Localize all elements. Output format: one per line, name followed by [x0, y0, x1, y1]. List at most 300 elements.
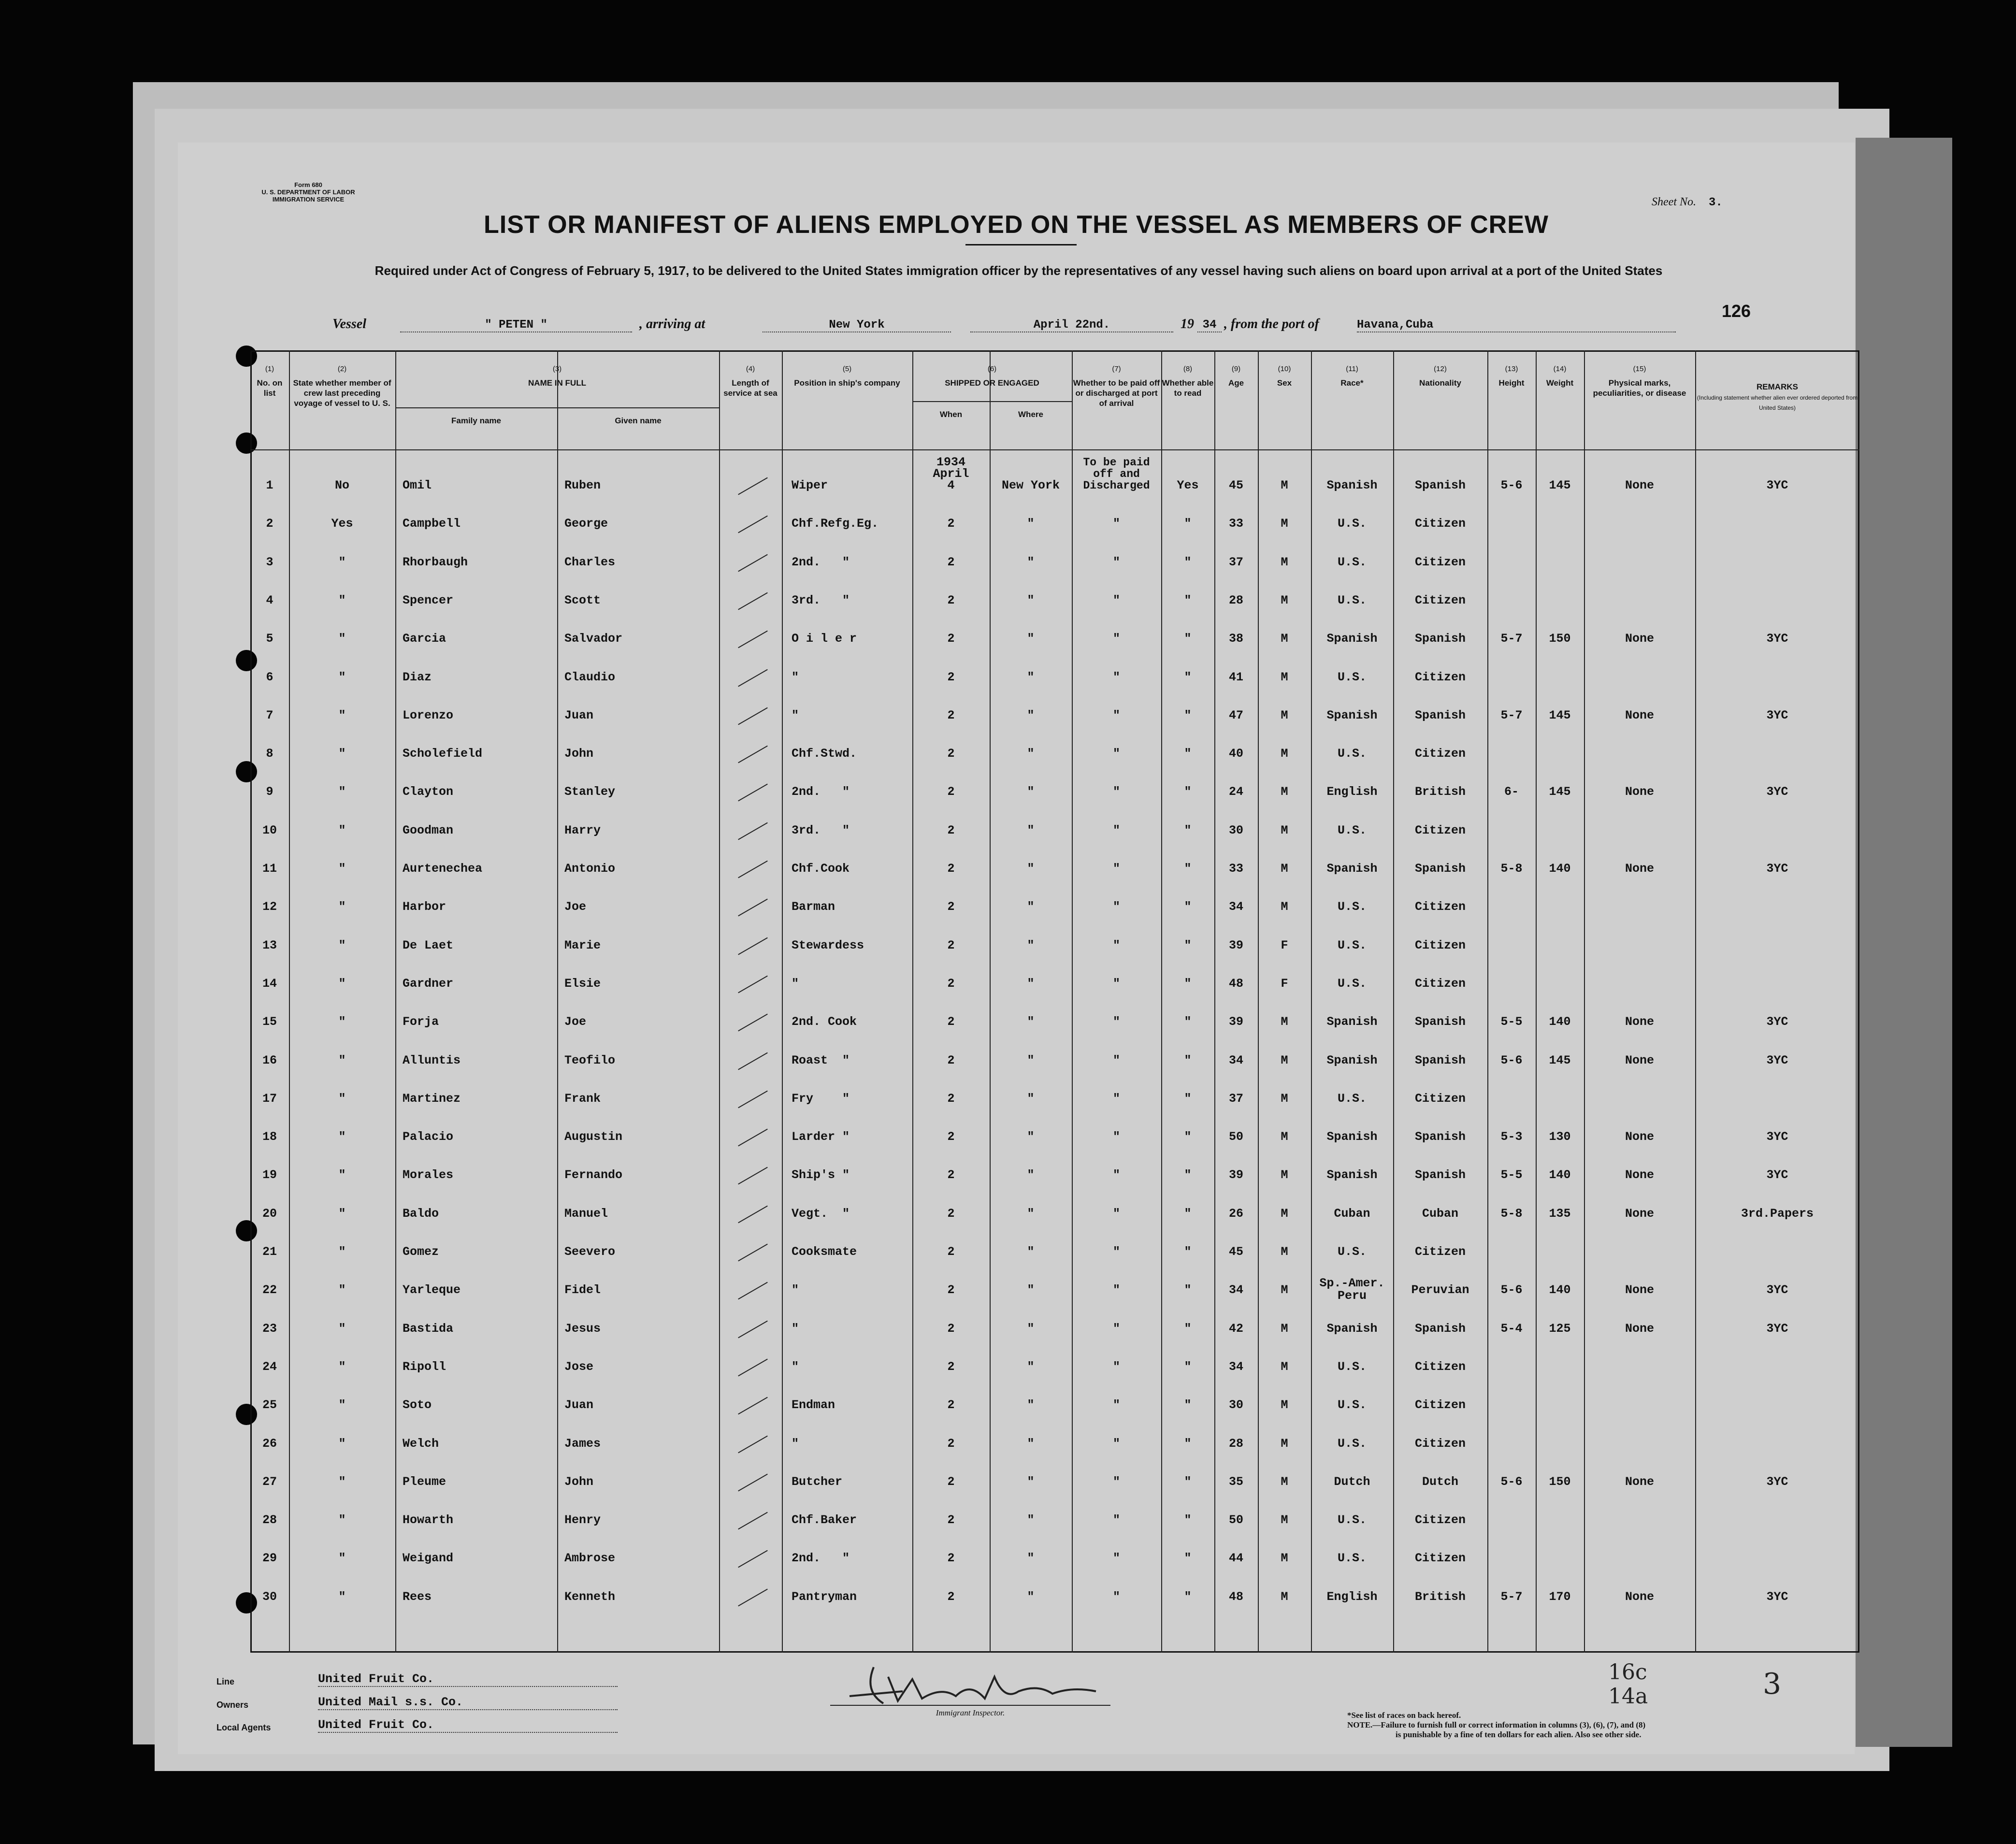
row-number: 18 [262, 1130, 277, 1144]
remarks: 3YC [1766, 1015, 1788, 1029]
height: 5-7 [1500, 1589, 1523, 1604]
shipped-when: 2 [947, 938, 955, 952]
column-rule [1487, 350, 1488, 1653]
sex: M [1281, 593, 1288, 607]
crew-table [250, 350, 1859, 1653]
row-number: 7 [266, 708, 274, 722]
column-rule [1393, 350, 1394, 1653]
signature-line [830, 1705, 1110, 1706]
age: 48 [1228, 1589, 1243, 1604]
shipped-where: " [1027, 1130, 1035, 1144]
shipped-where: " [1027, 785, 1035, 799]
header-rule [250, 449, 1859, 450]
handwritten-mark: 14a [1608, 1684, 1648, 1709]
position: " [792, 670, 799, 684]
shipped-where: " [1027, 555, 1035, 569]
sex: M [1281, 1513, 1288, 1527]
able-to-read: " [1184, 1206, 1192, 1221]
able-to-read: " [1184, 1513, 1192, 1527]
given-name: Charles [564, 555, 616, 569]
able-to-read: " [1184, 1321, 1192, 1336]
position: " [792, 1283, 799, 1297]
nationality: Citizen [1414, 593, 1466, 607]
shipped-when: 2 [947, 1436, 955, 1451]
family-name: Yarleque [403, 1283, 461, 1297]
col-header-race: (11) Race* [1340, 365, 1364, 388]
race: U.S. [1337, 1436, 1367, 1451]
paid-off: " [1112, 1551, 1120, 1566]
family-name: Garcia [403, 632, 446, 646]
physical-marks: None [1625, 1015, 1654, 1029]
position: Chf.Stwd. [792, 747, 857, 761]
previous-voyage: " [338, 1053, 346, 1067]
age: 50 [1228, 1513, 1243, 1527]
shipped-where: " [1027, 747, 1035, 761]
position: 2nd. " [792, 785, 850, 799]
physical-marks: None [1625, 1053, 1654, 1067]
position: " [792, 708, 799, 722]
remarks: 3YC [1766, 632, 1788, 646]
able-to-read: " [1184, 1053, 1192, 1067]
race: Cuban [1334, 1206, 1370, 1221]
paid-off: " [1112, 632, 1120, 646]
age: 37 [1228, 555, 1243, 569]
paid-off: " [1112, 1474, 1120, 1489]
position: Ship's " [792, 1168, 850, 1182]
able-to-read: " [1184, 1091, 1192, 1106]
race: Spanish [1326, 632, 1378, 646]
nationality: Citizen [1414, 1398, 1466, 1412]
sex: M [1281, 785, 1288, 799]
family-name: Omil [403, 478, 432, 492]
family-name: Weigand [403, 1551, 454, 1566]
row-number: 11 [262, 862, 277, 876]
age: 24 [1228, 785, 1243, 799]
weight: 140 [1549, 1283, 1571, 1297]
manifest-page [178, 143, 1858, 1754]
sex: M [1281, 1053, 1288, 1067]
given-name: Fidel [564, 1283, 601, 1297]
age: 48 [1228, 976, 1243, 991]
service: IMMIGRATION SERVICE [272, 196, 345, 203]
previous-voyage: " [338, 938, 346, 952]
column-rule [395, 350, 396, 1653]
sex: M [1281, 670, 1288, 684]
nationality: Spanish [1414, 632, 1466, 646]
age: 40 [1228, 747, 1243, 761]
row-number: 19 [262, 1168, 277, 1182]
age: 37 [1228, 1091, 1243, 1106]
race: English [1326, 785, 1378, 799]
family-name: Welch [403, 1436, 439, 1451]
height: 5-8 [1500, 1206, 1523, 1221]
column-rule [1311, 350, 1312, 1653]
nationality: Citizen [1414, 1091, 1466, 1106]
shipped-when: 2 [947, 976, 955, 991]
weight: 135 [1549, 1206, 1571, 1221]
row-number: 30 [262, 1589, 277, 1604]
remarks: 3YC [1766, 1321, 1788, 1336]
nationality: Citizen [1414, 900, 1466, 914]
given-name: Frank [564, 1091, 601, 1106]
family-name: Rhorbaugh [403, 555, 468, 569]
paid-off: " [1112, 1168, 1120, 1182]
nationality: Spanish [1414, 862, 1466, 876]
race: U.S. [1337, 670, 1367, 684]
physical-marks: None [1625, 1321, 1654, 1336]
given-name: Manuel [564, 1206, 608, 1221]
paid-off: " [1112, 593, 1120, 607]
subheader-rule [395, 407, 719, 408]
physical-marks: None [1625, 708, 1654, 722]
row-number: 23 [262, 1321, 277, 1336]
sex: M [1281, 1551, 1288, 1566]
nationality: Dutch [1422, 1474, 1458, 1489]
paid-off: " [1112, 1206, 1120, 1221]
remarks: 3YC [1766, 1053, 1788, 1067]
race: U.S. [1337, 900, 1367, 914]
nationality: Citizen [1414, 747, 1466, 761]
weight: 145 [1549, 478, 1571, 492]
height: 5-5 [1500, 1015, 1523, 1029]
col-header-family-name: Family name [451, 416, 501, 425]
shipped-where: " [1027, 862, 1035, 876]
shipped-where: " [1027, 1206, 1035, 1221]
owners-value: United Mail s.s. Co. [318, 1695, 618, 1710]
weight: 125 [1549, 1321, 1571, 1336]
shipped-when: 2 [947, 555, 955, 569]
sex: M [1281, 1168, 1288, 1182]
age: 35 [1228, 1474, 1243, 1489]
sex: M [1281, 1359, 1288, 1374]
arrival-port: New York [763, 318, 951, 332]
paid-off: " [1112, 1053, 1120, 1067]
sex: M [1281, 632, 1288, 646]
family-name: Spencer [403, 593, 454, 607]
age: 30 [1228, 823, 1243, 837]
sex: F [1281, 938, 1288, 952]
given-name: Juan [564, 1398, 594, 1412]
family-name: Alluntis [403, 1053, 461, 1067]
position: O i l e r [792, 632, 857, 646]
age: 45 [1228, 1245, 1243, 1259]
row-number: 27 [262, 1474, 277, 1489]
weight: 170 [1549, 1589, 1571, 1604]
paid-off: " [1112, 785, 1120, 799]
position: Endman [792, 1398, 835, 1412]
able-to-read: " [1184, 1245, 1192, 1259]
family-name: Howarth [403, 1513, 454, 1527]
remarks: 3rd.Papers [1741, 1206, 1814, 1221]
shipped-where: " [1027, 823, 1035, 837]
given-name: Salvador [564, 632, 623, 646]
previous-voyage: No [334, 478, 349, 492]
nationality: Citizen [1414, 670, 1466, 684]
family-name: Soto [403, 1398, 432, 1412]
position: 3rd. " [792, 823, 850, 837]
shipped-where: " [1027, 1015, 1035, 1029]
weight: 140 [1549, 1015, 1571, 1029]
height: 5-8 [1500, 862, 1523, 876]
sex: M [1281, 555, 1288, 569]
sex: M [1281, 862, 1288, 876]
inspector-signature [845, 1657, 1115, 1711]
line-value: United Fruit Co. [318, 1672, 618, 1687]
position: " [792, 976, 799, 991]
physical-marks: None [1625, 1589, 1654, 1604]
col-header-remarks: REMARKS (Including statement whether alien ever ordered deported from United States) [1697, 382, 1858, 411]
race: English [1326, 1589, 1378, 1604]
previous-voyage: " [338, 823, 346, 837]
shipped-where: " [1027, 1168, 1035, 1182]
family-name: Forja [403, 1015, 439, 1029]
previous-voyage: " [338, 1513, 346, 1527]
nationality: Citizen [1414, 555, 1466, 569]
shipped-when: 2 [947, 1513, 955, 1527]
row-number: 13 [262, 938, 277, 952]
shipped-when: 2 [947, 1168, 955, 1182]
remarks: 3YC [1766, 1130, 1788, 1144]
from-port-label: , from the port of [1224, 317, 1319, 331]
previous-voyage: " [338, 1436, 346, 1451]
race: U.S. [1337, 1091, 1367, 1106]
sex: F [1281, 976, 1288, 991]
age: 34 [1228, 900, 1243, 914]
row-number: 15 [262, 1015, 277, 1029]
vessel-line [178, 317, 1855, 341]
shipped-where: " [1027, 1474, 1035, 1489]
physical-marks: None [1625, 1283, 1654, 1297]
shipped-where: " [1027, 632, 1035, 646]
shipped-when: 2 [947, 1053, 955, 1067]
row-number: 14 [262, 976, 277, 991]
remarks: 3YC [1766, 478, 1788, 492]
previous-voyage: " [338, 1359, 346, 1374]
race: U.S. [1337, 1359, 1367, 1374]
race: Spanish [1326, 1015, 1378, 1029]
row-number: 25 [262, 1398, 277, 1412]
line-label: Line [216, 1677, 235, 1686]
col-header-position: (5) Position in ship's company [794, 365, 900, 388]
previous-voyage: " [338, 593, 346, 607]
shipped-where: " [1027, 1053, 1035, 1067]
previous-voyage: " [338, 785, 346, 799]
shipped-when: 2 [947, 1283, 955, 1297]
column-rule [1695, 350, 1696, 1653]
physical-marks: None [1625, 785, 1654, 799]
nationality: Citizen [1414, 1513, 1466, 1527]
previous-voyage: " [338, 1206, 346, 1221]
able-to-read: " [1184, 976, 1192, 991]
row-number: 2 [266, 517, 274, 531]
able-to-read: " [1184, 1474, 1192, 1489]
shipped-when: 2 [947, 1245, 955, 1259]
given-name: John [564, 1474, 594, 1489]
previous-voyage: " [338, 708, 346, 722]
row-number: 20 [262, 1206, 277, 1221]
position: Cooksmate [792, 1245, 857, 1259]
paid-off: " [1112, 1359, 1120, 1374]
shipped-when: 2 [947, 517, 955, 531]
column-rule [912, 350, 913, 1653]
given-name: Kenneth [564, 1589, 616, 1604]
able-to-read: " [1184, 1359, 1192, 1374]
given-name: James [564, 1436, 601, 1451]
col-header-number: (1) No. on list [257, 365, 283, 398]
race-note: *See list of races on back hereof. [1347, 1711, 1461, 1720]
able-to-read: " [1184, 670, 1192, 684]
paid-off: " [1112, 1589, 1120, 1604]
col-header-sex: (10) Sex [1277, 365, 1292, 388]
nationality: Citizen [1414, 976, 1466, 991]
able-to-read: " [1184, 632, 1192, 646]
previous-voyage: " [338, 976, 346, 991]
row-number: 26 [262, 1436, 277, 1451]
vessel-label: Vessel [332, 317, 366, 331]
race: Spanish [1326, 1053, 1378, 1067]
shipped-when: 2 [947, 1130, 955, 1144]
physical-marks: None [1625, 1206, 1654, 1221]
able-to-read: " [1184, 862, 1192, 876]
weight: 150 [1549, 1474, 1571, 1489]
height: 5-3 [1500, 1130, 1523, 1144]
previous-voyage: " [338, 1091, 346, 1106]
family-name: Palacio [403, 1130, 454, 1144]
position: 3rd. " [792, 593, 850, 607]
form-identifier [255, 181, 361, 203]
agents-value: United Fruit Co. [318, 1718, 618, 1733]
able-to-read: " [1184, 938, 1192, 952]
family-name: Aurtenechea [403, 862, 483, 876]
row-number: 4 [266, 593, 274, 607]
col-header-name: (3) NAME IN FULL [528, 365, 586, 388]
shipped-when: 2 [947, 1091, 955, 1106]
sex: M [1281, 1474, 1288, 1489]
able-to-read: " [1184, 593, 1192, 607]
page-title: LIST OR MANIFEST OF ALIENS EMPLOYED ON THE VESSEL AS MEMBERS OF CREW [484, 211, 1549, 239]
race: Dutch [1334, 1474, 1370, 1489]
column-rule [557, 350, 558, 1653]
race: U.S. [1337, 1398, 1367, 1412]
able-to-read: " [1184, 517, 1192, 531]
paid-off: " [1112, 1130, 1120, 1144]
vessel-name: " PETEN " [400, 318, 632, 332]
arrival-date: April 22nd. [970, 318, 1173, 332]
given-name: George [564, 517, 608, 531]
manifest-footer [178, 1648, 1855, 1754]
able-to-read: " [1184, 1015, 1192, 1029]
previous-voyage: " [338, 1589, 346, 1604]
paid-off: " [1112, 747, 1120, 761]
given-name: Scott [564, 593, 601, 607]
physical-marks: None [1625, 1168, 1654, 1182]
able-to-read: Yes [1177, 478, 1199, 492]
given-name: Henry [564, 1513, 601, 1527]
position: 2nd. " [792, 555, 850, 569]
sex: M [1281, 517, 1288, 531]
nationality: Spanish [1414, 478, 1466, 492]
sex: M [1281, 1015, 1288, 1029]
position: Barman [792, 900, 835, 914]
nationality: Peruvian [1411, 1283, 1469, 1297]
paid-off: " [1112, 670, 1120, 684]
family-name: Rees [403, 1589, 432, 1604]
previous-voyage: " [338, 1551, 346, 1566]
row-number: 22 [262, 1283, 277, 1297]
position: Chf.Baker [792, 1513, 857, 1527]
physical-marks: None [1625, 862, 1654, 876]
able-to-read: " [1184, 785, 1192, 799]
able-to-read: " [1184, 1283, 1192, 1297]
nationality: Citizen [1414, 938, 1466, 952]
previous-voyage: " [338, 862, 346, 876]
family-name: Clayton [403, 785, 454, 799]
remarks: 3YC [1766, 1474, 1788, 1489]
race: U.S. [1337, 823, 1367, 837]
shipped-where: " [1027, 1398, 1035, 1412]
weight: 130 [1549, 1130, 1571, 1144]
age: 28 [1228, 1436, 1243, 1451]
race: Spanish [1326, 708, 1378, 722]
row-number: 10 [262, 823, 277, 837]
shipped-when: 2 [947, 823, 955, 837]
race: Spanish [1326, 1321, 1378, 1336]
sex: M [1281, 1321, 1288, 1336]
physical-marks: None [1625, 478, 1654, 492]
family-name: Pleume [403, 1474, 446, 1489]
nationality: Citizen [1414, 1245, 1466, 1259]
year-prefix: 19 [1181, 317, 1194, 331]
previous-voyage: " [338, 670, 346, 684]
page-number: 126 [1722, 301, 1751, 321]
physical-marks: None [1625, 632, 1654, 646]
age: 44 [1228, 1551, 1243, 1566]
remarks: 3YC [1766, 785, 1788, 799]
paid-off: " [1112, 1245, 1120, 1259]
previous-voyage: " [338, 1130, 346, 1144]
family-name: Gomez [403, 1245, 439, 1259]
able-to-read: " [1184, 1589, 1192, 1604]
col-header-service-length: (4) Length of service at sea [723, 365, 778, 398]
able-to-read: " [1184, 747, 1192, 761]
able-to-read: " [1184, 1130, 1192, 1144]
able-to-read: " [1184, 900, 1192, 914]
shipped-where: " [1027, 938, 1035, 952]
previous-voyage: " [338, 747, 346, 761]
age: 47 [1228, 708, 1243, 722]
row-number: 24 [262, 1359, 277, 1374]
able-to-read: " [1184, 555, 1192, 569]
family-name: Bastida [403, 1321, 454, 1336]
given-name: Marie [564, 938, 601, 952]
sex: M [1281, 1589, 1288, 1604]
shipped-where: " [1027, 517, 1035, 531]
paid-off: " [1112, 1015, 1120, 1029]
row-number: 9 [266, 785, 274, 799]
paid-off: " [1112, 708, 1120, 722]
family-name: Harbor [403, 900, 446, 914]
previous-voyage: " [338, 1015, 346, 1029]
race: U.S. [1337, 517, 1367, 531]
shipped-when: 2 [947, 1551, 955, 1566]
given-name: John [564, 747, 594, 761]
handwritten-mark: 3 [1763, 1667, 1782, 1701]
shipped-where: " [1027, 1513, 1035, 1527]
height: 5-5 [1500, 1168, 1523, 1182]
family-name: De Laet [403, 938, 454, 952]
height: 5-4 [1500, 1321, 1523, 1336]
sex: M [1281, 478, 1288, 492]
